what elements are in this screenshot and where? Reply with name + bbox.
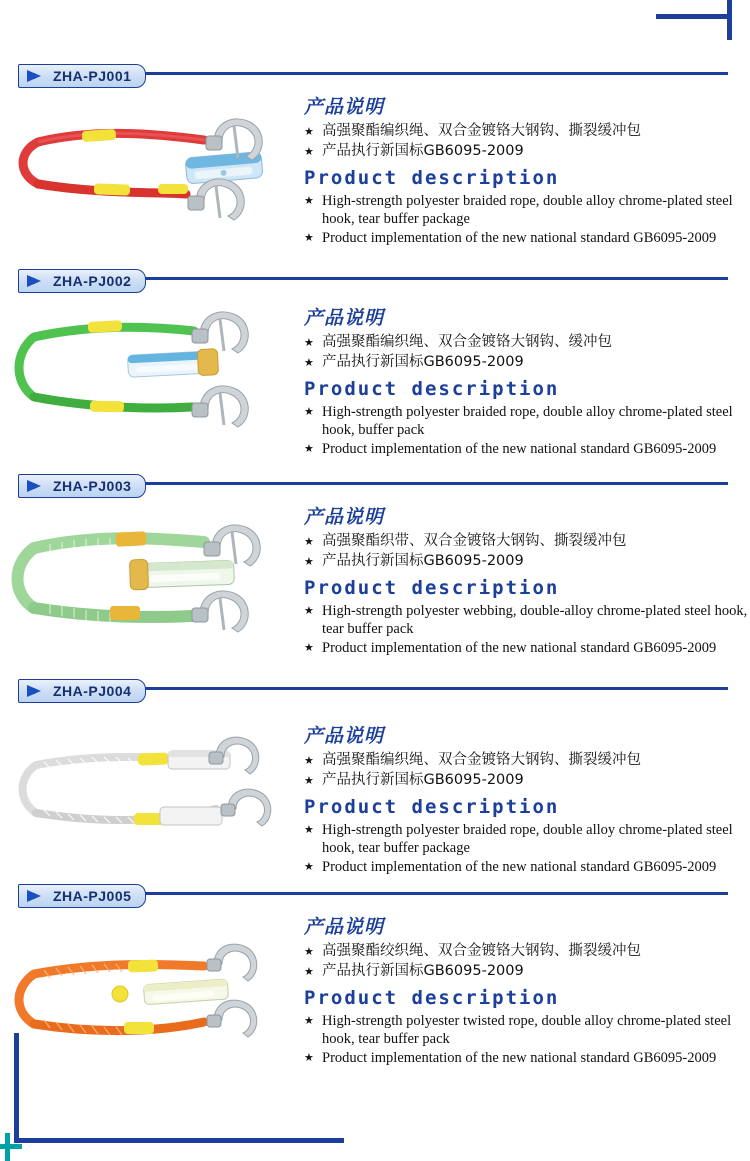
product-image [0, 679, 300, 884]
heading-en: Product description [304, 577, 560, 599]
product-description [300, 64, 750, 269]
bullet-list-cn [304, 942, 750, 981]
bullet-en: ★ Product implementation of the new national standard GB6095-2009 [304, 229, 750, 247]
bullet-cn: ★ 产品执行新国标GB6095-2009 [304, 771, 750, 790]
bullet-cn: ★ 高强聚酯编织绳、双合金镀铬大钢钩、撕裂缓冲包 [304, 122, 750, 141]
bullet-list-cn [304, 532, 750, 571]
bullet-en: ★ Product implementation of the new national standard GB6095-2009 [304, 858, 750, 876]
bullet-list-cn [304, 333, 750, 372]
bullet-cn: ★ 产品执行新国标GB6095-2009 [304, 552, 750, 571]
corner-decoration-bottom-left-horizontal [14, 1138, 344, 1143]
bullet-en: ★ High-strength polyester braided rope, double alloy chrome-plated steel hook, tear buffer package [304, 192, 750, 228]
bullet-cn: ★ 高强聚酯织带、双合金镀铬大钢钩、撕裂缓冲包 [304, 532, 750, 551]
bullet-list-en [304, 602, 750, 657]
heading-en: Product description [304, 167, 560, 189]
bullet-cn: ★ 产品执行新国标GB6095-2009 [304, 142, 750, 161]
bullet-cn: ★ 高强聚酯编织绳、双合金镀铬大钢钩、撕裂缓冲包 [304, 751, 750, 770]
corner-decoration-top-right-vertical [727, 0, 732, 40]
heading-cn: 产品说明 [304, 725, 385, 747]
model-label: ZHA-PJ004 [53, 683, 132, 699]
bullet-en: ★ High-strength polyester webbing, double-alloy chrome-plated steel hook, tear buffer pack [304, 602, 750, 638]
heading-cn: 产品说明 [304, 307, 385, 329]
product-row [0, 269, 750, 474]
product-image [0, 64, 300, 269]
bullet-list-cn [304, 122, 750, 161]
bullet-en: ★ Product implementation of the new national standard GB6095-2009 [304, 1049, 750, 1067]
bullet-cn: ★ 高强聚酯绞织绳、双合金镀铬大钢钩、撕裂缓冲包 [304, 942, 750, 961]
product-row [0, 679, 750, 884]
product-description [300, 884, 750, 1099]
heading-en: Product description [304, 796, 560, 818]
model-label: ZHA-PJ003 [53, 478, 132, 494]
product-description [300, 269, 750, 474]
product-description [300, 679, 750, 884]
corner-decoration-top-right-horizontal [656, 14, 732, 19]
bullet-list-en [304, 403, 750, 458]
bullet-cn: ★ 产品执行新国标GB6095-2009 [304, 353, 750, 372]
bullet-list-en [304, 192, 750, 247]
bullet-list-en [304, 1012, 750, 1067]
heading-en: Product description [304, 378, 560, 400]
product-image [0, 269, 300, 474]
model-label: ZHA-PJ002 [53, 273, 132, 289]
model-label: ZHA-PJ005 [53, 888, 132, 904]
product-image [0, 474, 300, 679]
model-label: ZHA-PJ001 [53, 68, 132, 84]
product-row [0, 64, 750, 269]
heading-cn: 产品说明 [304, 96, 385, 118]
bullet-en: ★ High-strength polyester braided rope, double alloy chrome-plated steel hook, buffer pack [304, 403, 750, 439]
product-image [0, 884, 300, 1099]
bullet-list-cn [304, 751, 750, 790]
corner-decoration-teal-horizontal [0, 1144, 22, 1149]
product-description [300, 474, 750, 679]
bullet-en: ★ Product implementation of the new national standard GB6095-2009 [304, 639, 750, 657]
bullet-en: ★ High-strength polyester braided rope, double alloy chrome-plated steel hook, tear buffer package [304, 821, 750, 857]
bullet-en: ★ High-strength polyester twisted rope, double alloy chrome-plated steel hook, tear buffer pack [304, 1012, 750, 1048]
heading-cn: 产品说明 [304, 916, 385, 938]
product-row [0, 474, 750, 679]
heading-cn: 产品说明 [304, 506, 385, 528]
bullet-list-en [304, 821, 750, 876]
bullet-cn: ★ 高强聚酯编织绳、双合金镀铬大钢钩、缓冲包 [304, 333, 750, 352]
bullet-en: ★ Product implementation of the new national standard GB6095-2009 [304, 440, 750, 458]
heading-en: Product description [304, 987, 560, 1009]
bullet-cn: ★ 产品执行新国标GB6095-2009 [304, 962, 750, 981]
product-row [0, 884, 750, 1099]
